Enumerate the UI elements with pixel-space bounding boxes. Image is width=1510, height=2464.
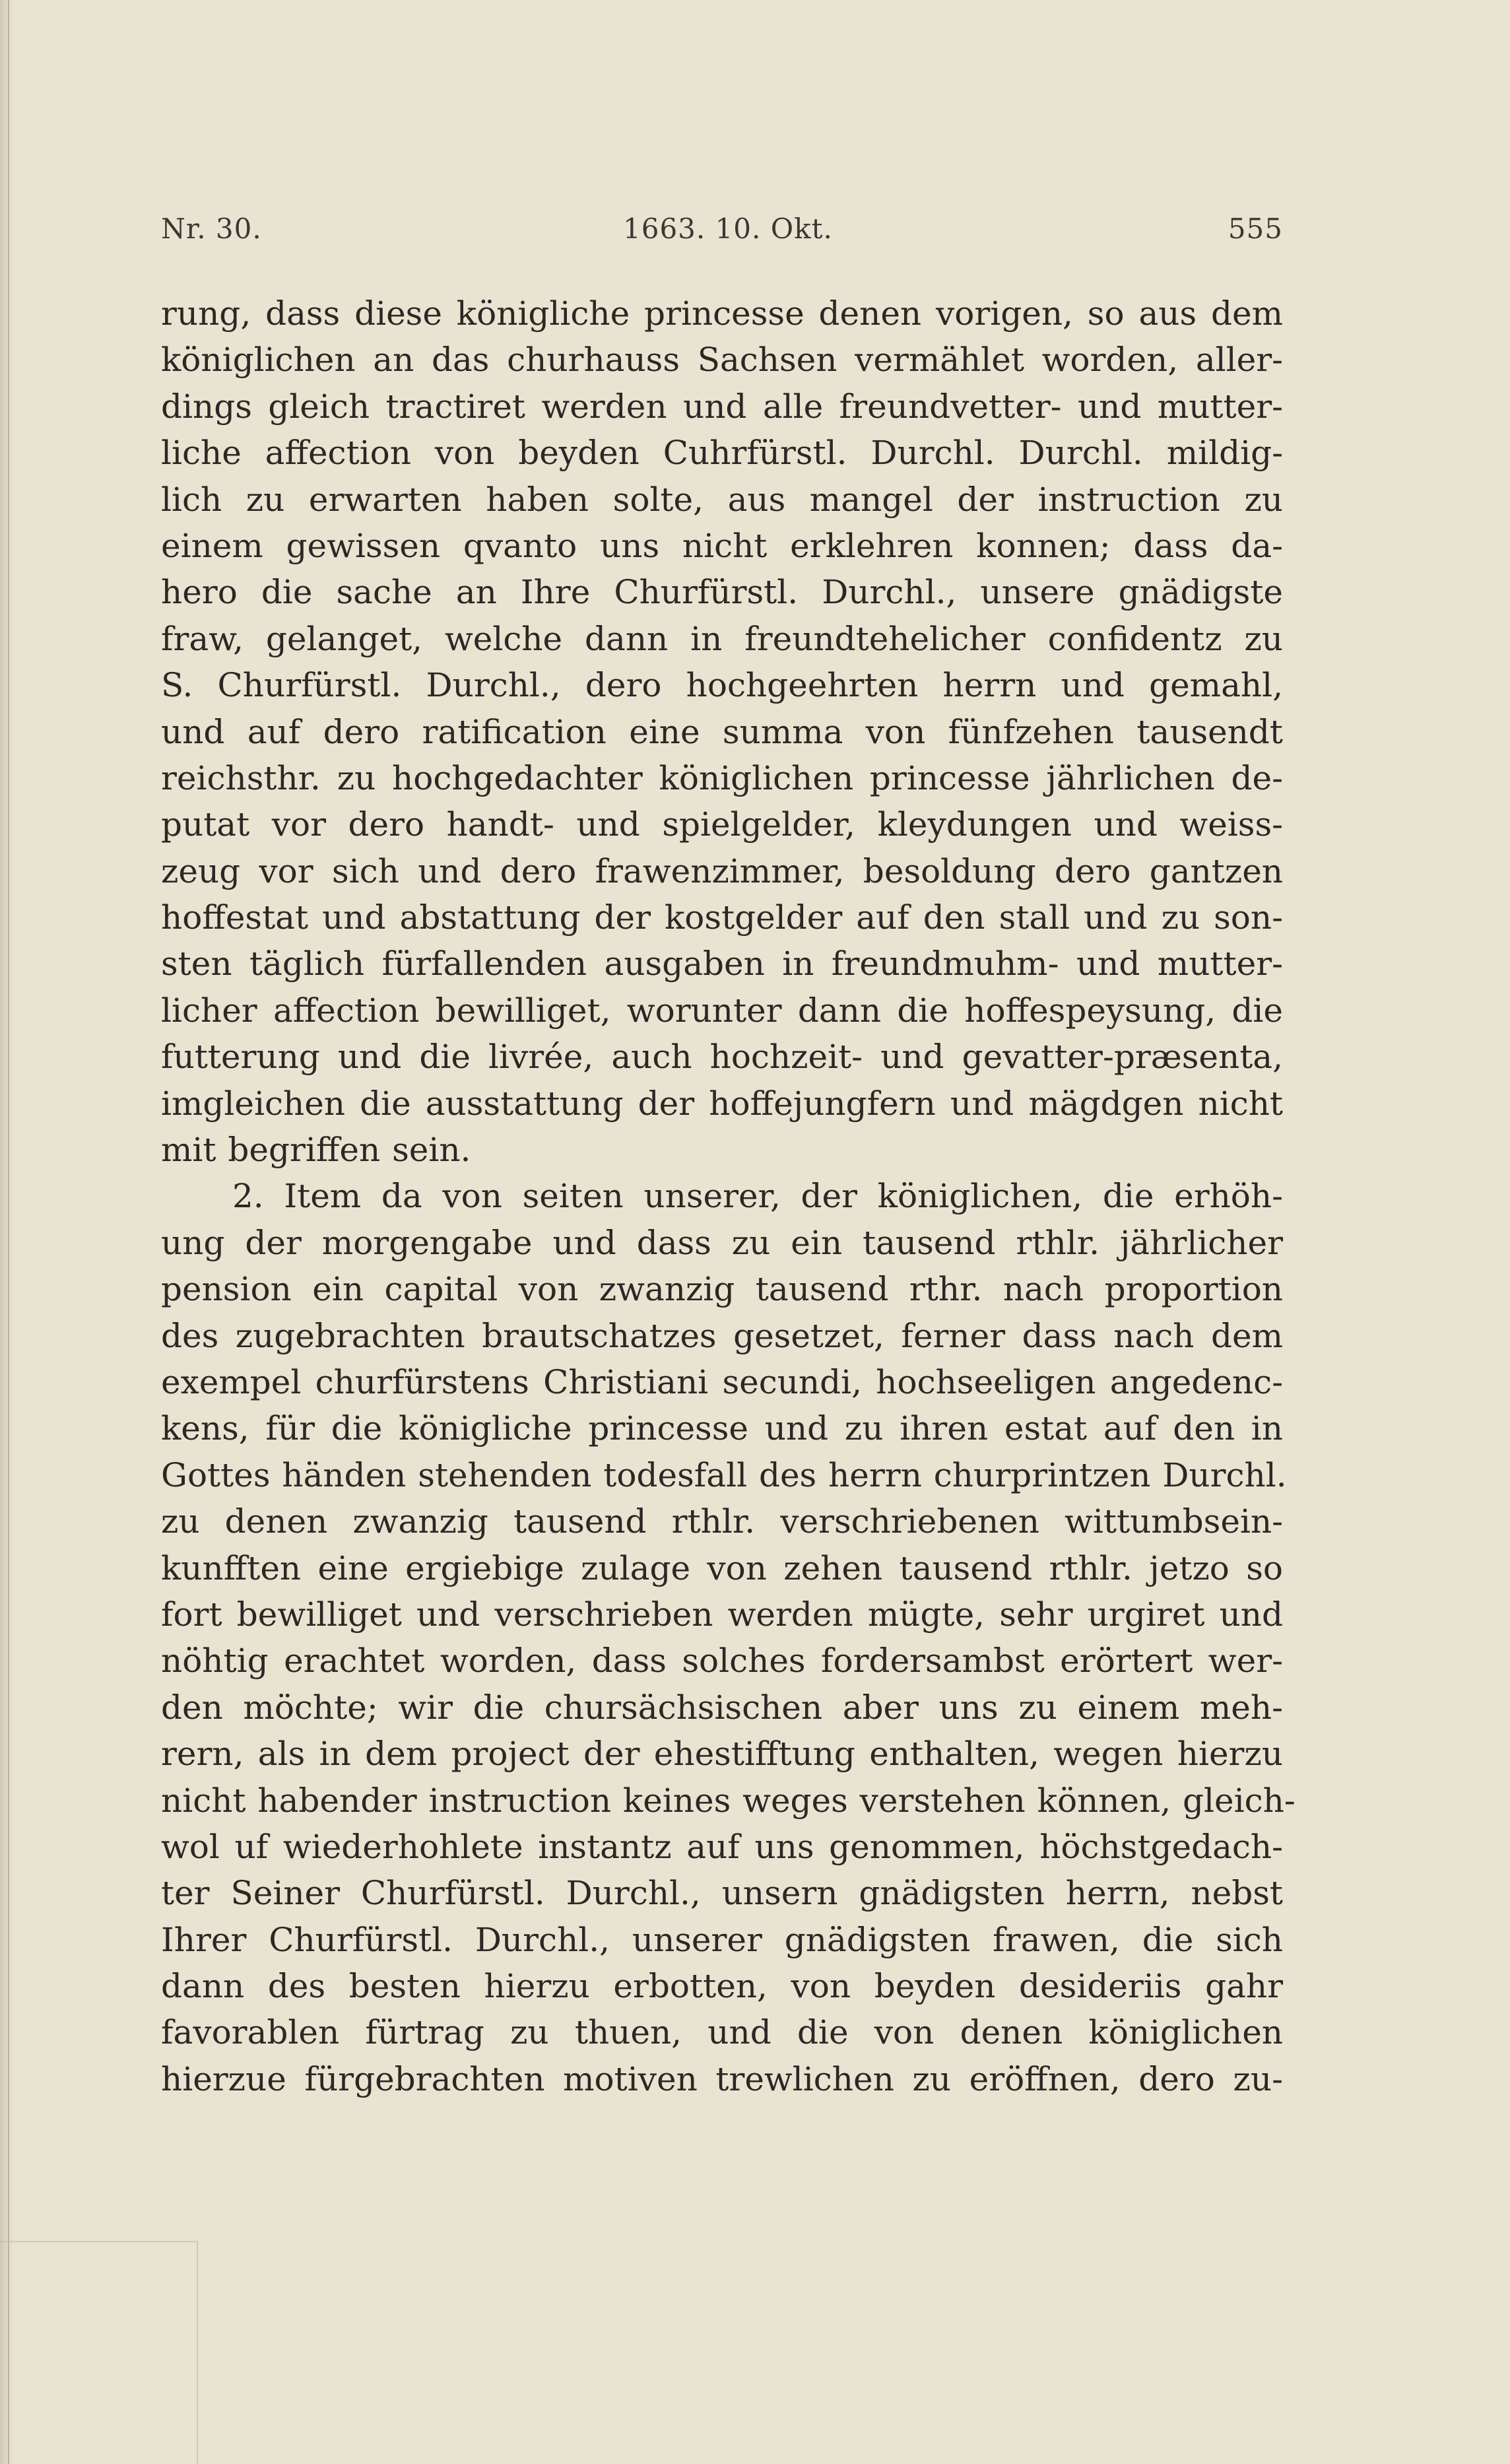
text-line: zeug vor sich und dero frawenzimmer, besoldung dero gantzen xyxy=(161,851,1283,890)
text-line: futterung und die livrée, auch hochzeit- und gevatter-præsenta, xyxy=(161,1038,1283,1077)
binding-rule xyxy=(8,0,9,2464)
text-line: hero die sache an Ihre Churfürstl. Durchl., unsere gnädigste xyxy=(161,573,1283,612)
text-line: hierzue fürgebrachten motiven trewlichen zu eröffnen, dero zu- xyxy=(161,2059,1283,2098)
text-line: fort bewilliget und verschrieben werden mügte, sehr urgiret und xyxy=(161,1595,1283,1634)
text-line: favorablen fürtrag zu thuen, und die von denen königlichen xyxy=(161,2013,1283,2052)
text-line: fraw, gelanget, welche dann in freundtehelicher confidentz zu xyxy=(161,619,1283,658)
text-line: und auf dero ratification eine summa von fünfzehen tausendt xyxy=(161,712,1283,751)
text-line: kunfften eine ergiebige zulage von zehen tausend rthlr. jetzo so xyxy=(161,1548,1283,1587)
text-line: zu denen zwanzig tausend rthlr. verschriebenen wittumbsein- xyxy=(161,1502,1283,1541)
text-line: liche affection von beyden Cuhrfürstl. Durchl. Durchl. mildig- xyxy=(161,434,1283,473)
text-line: des zugebrachten brautschatzes gesetzet, ferner dass nach dem xyxy=(161,1316,1283,1355)
text-line: dann des besten hierzu erbotten, von beyden desideriis gahr xyxy=(161,1967,1283,2006)
text-line: den möchte; wir die chursächsischen aber uns zu einem meh- xyxy=(161,1688,1283,1727)
document-date: 1663. 10. Okt. xyxy=(623,213,833,245)
text-line: imgleichen die ausstattung der hoffejungfern und mägdgen nicht xyxy=(161,1084,1283,1123)
text-line: rung, dass diese königliche princesse denen vorigen, so aus dem xyxy=(161,294,1283,333)
text-line: licher affection bewilliget, worunter dann die hoffespeysung, die xyxy=(161,991,1283,1030)
text-line: rern, als in dem project der ehestifftung enthalten, wegen hierzu xyxy=(161,1735,1283,1774)
running-header xyxy=(161,213,1283,252)
text-line: sten täglich fürfallenden ausgaben in freundmuhm- und mutter- xyxy=(161,945,1283,983)
text-line: dings gleich tractiret werden und alle freundvetter- und mutter- xyxy=(161,387,1283,426)
text-line: ter Seiner Churfürstl. Durchl., unsern gnädigsten herrn, nebst xyxy=(161,1874,1283,1913)
text-line: reichsthr. zu hochgedachter königlichen princesse jährlichen de- xyxy=(161,758,1283,797)
paragraph-2 xyxy=(161,1173,1296,2102)
text-line: 2. Item da von seiten unserer, der königlichen, die erhöh- xyxy=(232,1177,1283,1216)
body-text xyxy=(161,290,1296,2102)
text-line: kens, für die königliche princesse und zu ihren estat auf den in xyxy=(161,1409,1283,1448)
text-line: S. Churfürstl. Durchl., dero hochgeehrten herrn und gemahl, xyxy=(161,666,1283,705)
page-left-edge-shadow xyxy=(0,0,15,2464)
text-line: hoffestat und abstattung der kostgelder auf den stall und zu son- xyxy=(161,898,1283,937)
text-line: pension ein capital von zwanzig tausend rthr. nach proportion xyxy=(161,1270,1283,1309)
text-line: nöhtig erachtet worden, dass solches fordersambst erörtert wer- xyxy=(161,1642,1283,1681)
scan-corner-mark xyxy=(0,2241,198,2464)
text-line: Ihrer Churfürstl. Durchl., unserer gnädigsten frawen, die sich xyxy=(161,1920,1283,1959)
page-number: 555 xyxy=(1228,213,1283,245)
text-line: Gottes händen stehenden todesfall des herrn churprintzen Durchl. xyxy=(161,1455,1287,1494)
text-line: mit begriffen sein. xyxy=(161,1131,471,1170)
text-line: lich zu erwarten haben solte, aus mangel der instruction zu xyxy=(161,480,1283,519)
text-line: wol uf wiederhohlete instantz auf uns genommen, höchstgedach- xyxy=(161,1827,1283,1866)
text-line: nicht habender instruction keines weges verstehen können, gleich- xyxy=(161,1781,1296,1820)
text-line: exempel churfürstens Christiani secundi, hochseeligen angedenc- xyxy=(161,1362,1283,1401)
text-line: königlichen an das churhauss Sachsen vermählet worden, aller- xyxy=(161,341,1283,380)
text-line: einem gewissen qvanto uns nicht erklehren konnen; dass da- xyxy=(161,526,1283,565)
text-line: ung der morgengabe und dass zu ein tausend rthlr. jährlicher xyxy=(161,1223,1283,1262)
paragraph-1 xyxy=(161,290,1283,1173)
document-number: Nr. 30. xyxy=(161,213,262,245)
text-line: putat vor dero handt- und spielgelder, kleydungen und weiss- xyxy=(161,805,1283,844)
